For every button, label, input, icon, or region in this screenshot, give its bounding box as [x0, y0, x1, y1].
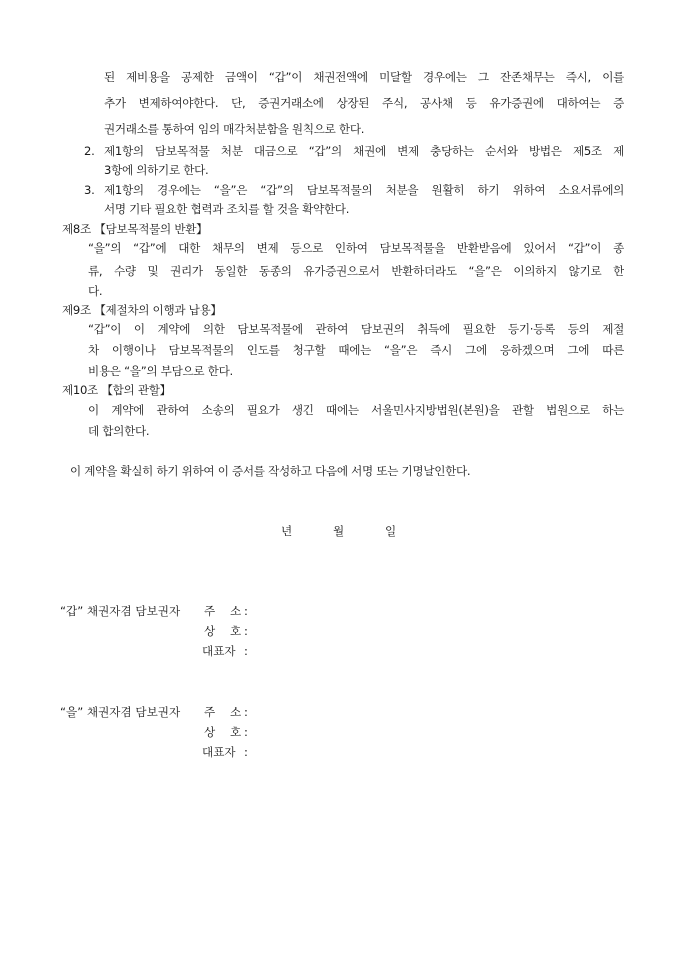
- date-year-label: 년: [281, 524, 293, 538]
- closing-statement: 이 계약을 확실히 하기 위하여 이 증서를 작성하고 다음에 서명 또는 기명날인한다.: [70, 464, 471, 478]
- text-line: 제1항의 담보목적물 처분 대금으로 “갑”의 채권에 변제 충당하는 순서와 방법은 제5조 제: [104, 144, 624, 158]
- text-line: 이 계약에 관하여 소송의 필요가 생긴 때에는 서울민사지방법원(본원)을 관할 법원으로 하는: [88, 403, 624, 417]
- text-line: 비용은 “을”의 부담으로 한다.: [88, 364, 233, 378]
- address-colon: :: [244, 604, 248, 618]
- address-label: 주 소: [204, 705, 242, 719]
- party-role: “을” 채권자겸 담보권자: [60, 705, 181, 719]
- company-colon: :: [244, 624, 248, 638]
- representative-label: 대표자: [202, 745, 236, 759]
- address-label: 주 소: [204, 604, 242, 618]
- company-label: 상 호: [204, 725, 242, 739]
- article-heading: 제9조 【제절차의 이행과 납용】: [62, 303, 222, 317]
- text-line: 된 제비용을 공제한 금액이 “갑”이 채권전액에 미달할 경우에는 그 잔존채무는 즉시, 이를: [104, 70, 624, 84]
- representative-colon: :: [244, 745, 248, 759]
- item-number: 2.: [84, 144, 95, 158]
- company-label: 상 호: [204, 624, 242, 638]
- text-line: “을”의 “갑”에 대한 채무의 변제 등으로 인하여 담보목적물을 반환받음에 있어서 “갑”이 종: [88, 241, 624, 255]
- text-line: 권거래소를 통하여 임의 매각처분함을 원칙으로 한다.: [104, 122, 365, 136]
- article-heading: 제10조 【합의 관할】: [62, 383, 171, 397]
- text-line: 서명 기타 필요한 협력과 조치를 할 것을 확약한다.: [104, 202, 350, 216]
- representative-label: 대표자: [202, 644, 236, 658]
- text-line: 다.: [88, 284, 103, 298]
- party-role: “갑” 채권자겸 담보권자: [60, 604, 181, 618]
- company-colon: :: [244, 725, 248, 739]
- text-line: 류, 수량 및 권리가 동일한 동종의 유가증권으로서 반환하더라도 “을”은 이의하지 않기로 한: [88, 264, 624, 278]
- address-colon: :: [244, 705, 248, 719]
- text-line: 차 이행이나 담보목적물의 인도를 청구할 때에는 “을”은 즉시 그에 응하겠으며 그에 따른: [88, 343, 624, 357]
- article-heading: 제8조 【담보목적물의 반환】: [62, 222, 208, 236]
- text-line: 데 합의한다.: [88, 424, 150, 438]
- date-month-label: 월: [333, 524, 345, 538]
- text-line: 제1항의 경우에는 “을”은 “갑”의 담보목적물의 처분을 원활히 하기 위하여 소요서류에의: [104, 183, 624, 197]
- text-line: “갑”이 이 계약에 의한 담보목적물에 관하여 담보권의 취득에 필요한 등기·등록 등의 제절: [88, 322, 624, 336]
- item-number: 3.: [84, 183, 95, 197]
- text-line: 추가 변제하여야한다. 단, 증권거래소에 상장된 주식, 공사채 등 유가증권에 대하여는 증: [104, 96, 624, 110]
- text-line: 3항에 의하기로 한다.: [104, 163, 209, 177]
- representative-colon: :: [244, 644, 248, 658]
- date-day-label: 일: [385, 524, 397, 538]
